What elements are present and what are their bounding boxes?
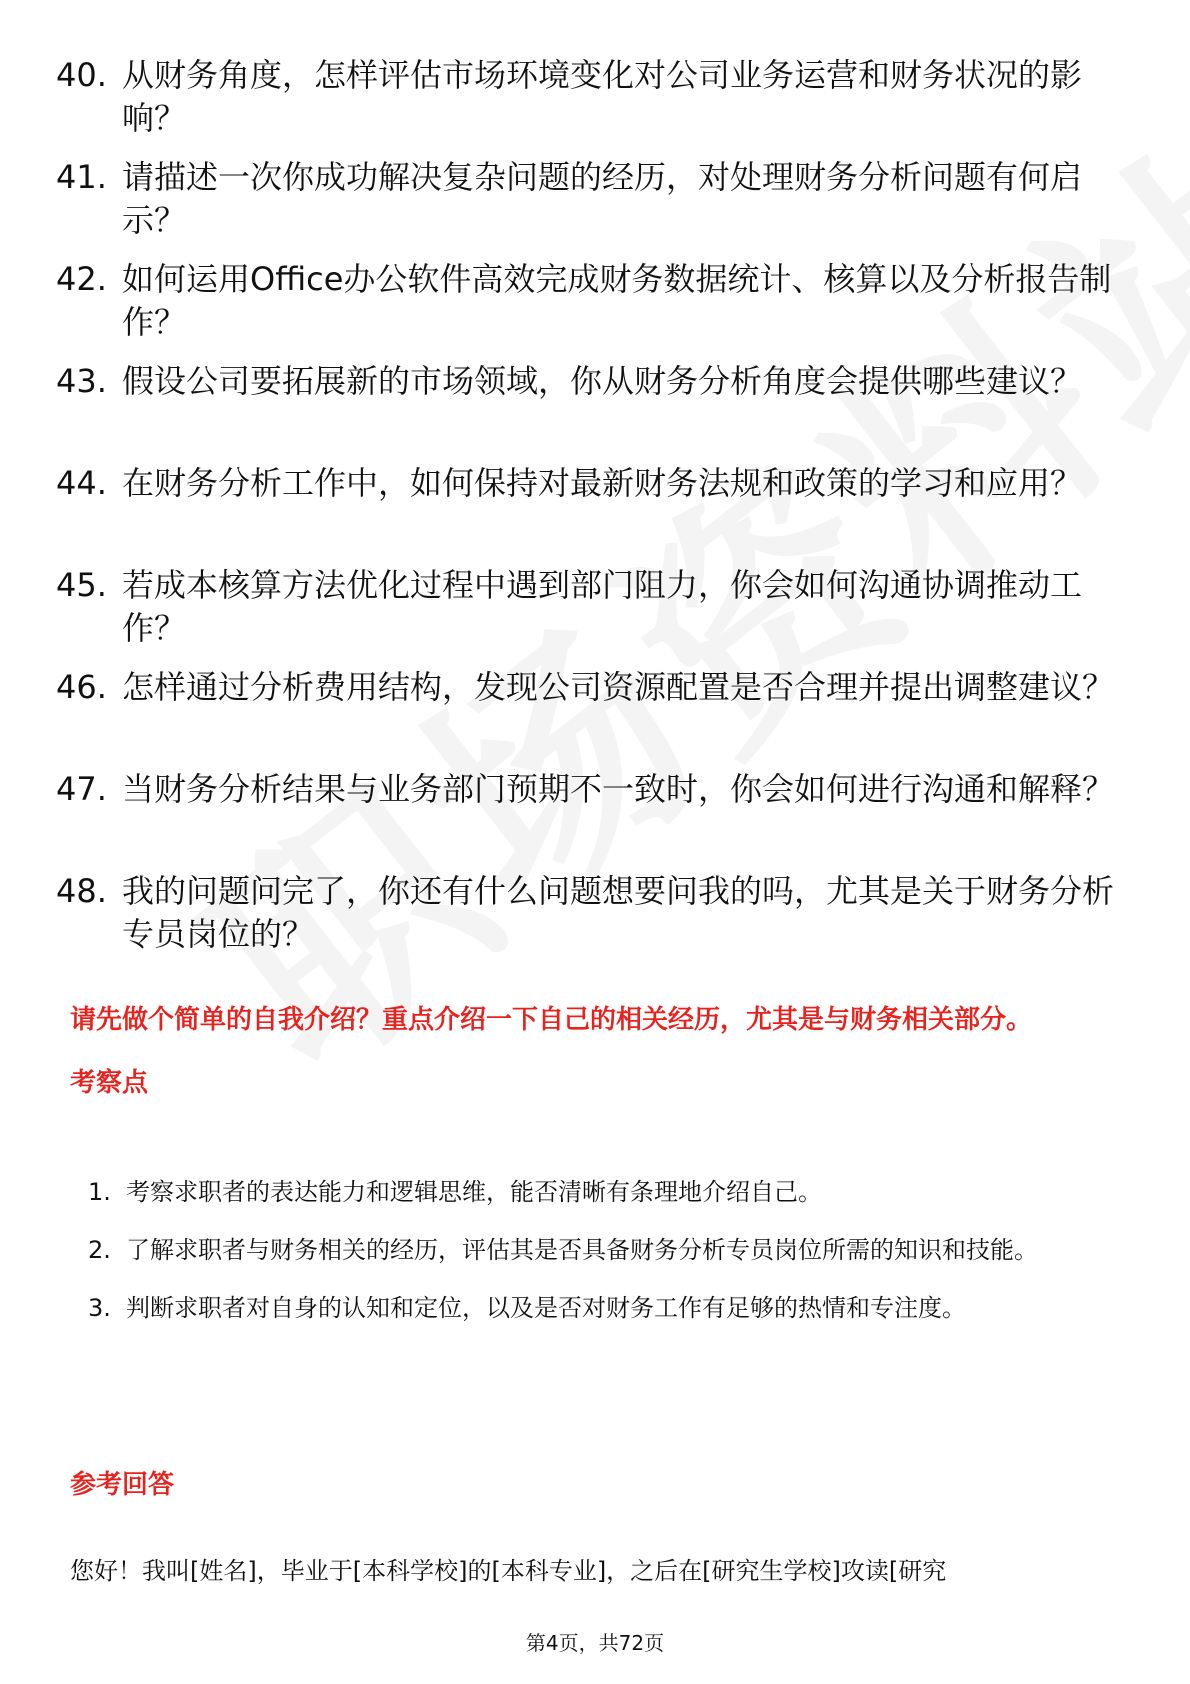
question-text: 怎样通过分析费用结构，发现公司资源配置是否合理并提出调整建议？ (122, 668, 1115, 706)
exam-points-heading: 考察点 (70, 1068, 149, 1098)
question-text: 我的问题问完了，你还有什么问题想要问我的吗，尤其是关于财务分析专员岗位的？ (122, 872, 1115, 953)
point-number: 1. (88, 1178, 111, 1206)
list-item (56, 768, 1136, 854)
list-item (56, 564, 1136, 650)
reference-answer-text: 您好！我叫[姓名]，毕业于[本科学校]的[本科专业]，之后在[研究生学校]攻读[研究 (70, 1557, 947, 1585)
point-text: 考察求职者的表达能力和逻辑思维，能否清晰有条理地介绍自己。 (126, 1178, 822, 1206)
question-number: 46. (56, 668, 107, 706)
list-item (56, 258, 1136, 344)
question-number: 44. (56, 464, 107, 502)
list-item (56, 870, 1136, 956)
highlight-question: 请先做个简单的自我介绍？重点介绍一下自己的相关经历，尤其是与财务相关部分。 (70, 1005, 1033, 1035)
list-item (88, 1279, 1128, 1337)
question-text: 若成本核算方法优化过程中遇到部门阻力，你会如何沟通协调推动工作？ (122, 566, 1083, 647)
question-text: 从财务角度，怎样评估市场环境变化对公司业务运营和财务状况的影响？ (122, 56, 1083, 137)
question-text: 请描述一次你成功解决复杂问题的经历，对处理财务分析问题有何启示？ (122, 158, 1083, 239)
question-text: 如何运用Office办公软件高效完成财务数据统计、核算以及分析报告制作？ (122, 260, 1112, 341)
exam-points-list (88, 1163, 1128, 1337)
question-number: 48. (56, 872, 107, 910)
list-item (56, 54, 1136, 140)
point-text: 判断求职者对自身的认知和定位，以及是否对财务工作有足够的热情和专注度。 (126, 1294, 966, 1322)
reference-answer-heading: 参考回答 (70, 1470, 175, 1500)
question-number: 40. (56, 56, 107, 94)
question-text: 当财务分析结果与业务部门预期不一致时，你会如何进行沟通和解释？ (122, 770, 1115, 808)
question-number: 42. (56, 260, 107, 298)
question-text: 在财务分析工作中，如何保持对最新财务法规和政策的学习和应用？ (122, 464, 1083, 502)
list-item (56, 360, 1136, 446)
list-item (56, 156, 1136, 242)
question-number: 41. (56, 158, 107, 196)
question-number: 43. (56, 362, 107, 400)
page-footer: 第4页，共72页 (525, 1631, 665, 1655)
list-item (88, 1163, 1128, 1221)
list-item (56, 666, 1136, 752)
question-text: 假设公司要拓展新的市场领域，你从财务分析角度会提供哪些建议？ (122, 362, 1083, 400)
point-number: 2. (88, 1236, 111, 1264)
list-item (88, 1221, 1128, 1279)
point-text: 了解求职者与财务相关的经历，评估其是否具备财务分析专员岗位所需的知识和技能。 (126, 1236, 1038, 1264)
question-number: 47. (56, 770, 107, 808)
point-number: 3. (88, 1294, 111, 1322)
question-list (56, 54, 1136, 972)
list-item (56, 462, 1136, 548)
question-number: 45. (56, 566, 107, 604)
